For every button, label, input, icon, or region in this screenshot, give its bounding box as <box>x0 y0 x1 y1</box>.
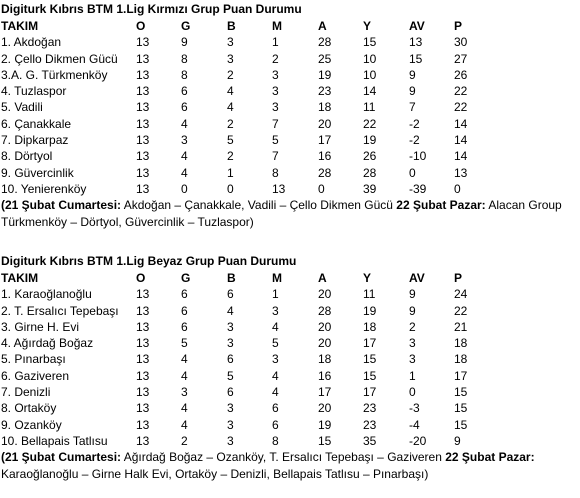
cell-lost: 6 <box>272 417 279 432</box>
cell-lost: 1 <box>272 287 279 302</box>
cell-lost: 6 <box>272 401 279 416</box>
cell-won: 4 <box>181 149 188 164</box>
cell-points: 15 <box>454 385 468 400</box>
cell-played: 13 <box>136 35 150 50</box>
cell-goal-difference: -10 <box>409 149 427 164</box>
cell-won: 4 <box>181 165 188 180</box>
cell-goals-for: 16 <box>318 368 332 383</box>
cell-drawn: 4 <box>227 84 234 99</box>
cell-won: 4 <box>181 401 188 416</box>
cell-goal-difference: 9 <box>409 303 416 318</box>
cell-drawn: 6 <box>227 352 234 367</box>
cell-team-name: 6. Gaziveren <box>1 368 70 383</box>
cell-points: 18 <box>454 352 468 367</box>
cell-goals-for: 28 <box>318 165 332 180</box>
table-row <box>0 116 580 132</box>
table-row <box>0 51 580 67</box>
cell-played: 13 <box>136 433 150 448</box>
header-team: TAKIM <box>1 271 39 285</box>
cell-goals-against: 35 <box>363 433 377 448</box>
cell-goal-difference: -3 <box>409 401 420 416</box>
cell-goal-difference: 15 <box>409 51 423 66</box>
cell-goal-difference: 0 <box>409 385 416 400</box>
cell-goals-against: 17 <box>363 385 377 400</box>
cell-goals-for: 19 <box>318 417 332 432</box>
note-fixtures-2: Karaoğlanoğlu – Girne Halk Evi, Ortaköy – Denizli, Bellapais Tatlısu – Pınarbaşı) <box>1 466 429 481</box>
cell-team-name: 6. Çanakkale <box>1 116 72 131</box>
cell-lost: 3 <box>272 352 279 367</box>
cell-goals-against: 17 <box>363 336 377 351</box>
table-row <box>0 335 580 351</box>
cell-drawn: 4 <box>227 303 234 318</box>
cell-goals-for: 20 <box>318 336 332 351</box>
header-goals-for: A <box>318 271 327 285</box>
cell-goal-difference: 1 <box>409 368 416 383</box>
cell-goals-for: 20 <box>318 319 332 334</box>
cell-played: 13 <box>136 417 150 432</box>
cell-goals-against: 10 <box>363 67 377 82</box>
cell-goals-for: 20 <box>318 287 332 302</box>
cell-goals-against: 19 <box>363 303 377 318</box>
cell-lost: 3 <box>272 303 279 318</box>
cell-points: 22 <box>454 303 468 318</box>
cell-played: 13 <box>136 165 150 180</box>
cell-lost: 3 <box>272 84 279 99</box>
cell-goal-difference: 3 <box>409 352 416 367</box>
header-won: G <box>181 271 191 285</box>
cell-won: 6 <box>181 287 188 302</box>
cell-goals-for: 16 <box>318 149 332 164</box>
cell-goals-for: 19 <box>318 67 332 82</box>
cell-goal-difference: 9 <box>409 84 416 99</box>
header-played: O <box>136 271 146 285</box>
table-row <box>0 303 580 319</box>
header-team: TAKIM <box>1 19 39 33</box>
cell-lost: 1 <box>272 35 279 50</box>
cell-played: 13 <box>136 84 150 99</box>
cell-team-name: 10. Yenierenköy <box>1 181 87 196</box>
cell-played: 13 <box>136 116 150 131</box>
header-goals-for: A <box>318 19 327 33</box>
cell-team-name: 4. Ağırdağ Boğaz <box>1 336 94 351</box>
cell-points: 15 <box>454 401 468 416</box>
cell-played: 13 <box>136 100 150 115</box>
cell-team-name: 5. Pınarbaşı <box>1 352 66 367</box>
white-group-header-row <box>0 270 580 286</box>
cell-goals-for: 15 <box>318 433 332 448</box>
cell-won: 6 <box>181 100 188 115</box>
table-row <box>0 384 580 400</box>
cell-played: 13 <box>136 385 150 400</box>
red-group-fixtures-note <box>0 197 576 230</box>
cell-won: 9 <box>181 35 188 50</box>
cell-drawn: 2 <box>227 67 234 82</box>
cell-played: 13 <box>136 149 150 164</box>
cell-drawn: 6 <box>227 287 234 302</box>
cell-goals-against: 22 <box>363 116 377 131</box>
cell-won: 3 <box>181 133 188 148</box>
cell-goal-difference: 9 <box>409 67 416 82</box>
table-row <box>0 34 580 50</box>
table-row <box>0 132 580 148</box>
table-row <box>0 417 580 433</box>
cell-played: 13 <box>136 181 150 196</box>
cell-goals-for: 18 <box>318 100 332 115</box>
cell-lost: 7 <box>272 116 279 131</box>
cell-lost: 7 <box>272 149 279 164</box>
cell-goals-for: 28 <box>318 303 332 318</box>
cell-goals-against: 15 <box>363 352 377 367</box>
cell-goals-against: 11 <box>363 100 376 115</box>
cell-goals-for: 17 <box>318 385 332 400</box>
cell-goals-against: 23 <box>363 401 377 416</box>
cell-points: 14 <box>454 149 468 164</box>
cell-goals-against: 28 <box>363 165 377 180</box>
cell-goal-difference: -4 <box>409 417 420 432</box>
cell-goal-difference: -2 <box>409 116 420 131</box>
cell-drawn: 5 <box>227 368 234 383</box>
cell-played: 13 <box>136 303 150 318</box>
cell-points: 21 <box>454 319 468 334</box>
table-row <box>0 99 580 115</box>
cell-goal-difference: -39 <box>409 181 427 196</box>
cell-team-name: 5. Vadili <box>1 100 43 115</box>
cell-team-name: 7. Dipkarpaz <box>1 133 69 148</box>
cell-points: 14 <box>454 116 468 131</box>
table-row <box>0 319 580 335</box>
header-goals-against: Y <box>363 271 372 285</box>
cell-lost: 2 <box>272 51 279 66</box>
cell-drawn: 0 <box>227 181 234 196</box>
cell-goals-against: 14 <box>363 84 377 99</box>
cell-won: 0 <box>181 181 188 196</box>
cell-points: 22 <box>454 84 468 99</box>
cell-goal-difference: 7 <box>409 100 416 115</box>
table-row <box>0 148 580 164</box>
cell-team-name: 2. Çello Dikmen Gücü <box>1 51 118 66</box>
cell-goals-for: 17 <box>318 133 332 148</box>
cell-drawn: 3 <box>227 417 234 432</box>
white-group-title: Digiturk Kıbrıs BTM 1.Lig Beyaz Grup Puan Durumu <box>1 254 297 268</box>
cell-drawn: 3 <box>227 336 234 351</box>
cell-points: 18 <box>454 336 468 351</box>
note-date-1: (21 Şubat Cumartesi: <box>1 198 122 213</box>
header-drawn: B <box>227 19 236 33</box>
cell-goals-against: 26 <box>363 149 377 164</box>
note-fixtures-1: Akdoğan – Çanakkale, Vadili – Çello Dikmen Gücü <box>121 198 397 213</box>
cell-goals-for: 20 <box>318 401 332 416</box>
cell-played: 13 <box>136 287 150 302</box>
cell-points: 15 <box>454 417 468 432</box>
cell-played: 13 <box>136 133 150 148</box>
header-lost: M <box>272 19 282 33</box>
cell-won: 6 <box>181 319 188 334</box>
cell-played: 13 <box>136 51 150 66</box>
cell-lost: 4 <box>272 319 279 334</box>
cell-drawn: 3 <box>227 35 234 50</box>
white-group-fixtures-note <box>0 449 576 482</box>
white-group-section <box>0 252 580 482</box>
red-group-title: Digiturk Kıbrıs BTM 1.Lig Kırmızı Grup Puan Durumu <box>1 2 302 16</box>
cell-points: 22 <box>454 100 468 115</box>
table-row <box>0 400 580 416</box>
cell-points: 27 <box>454 51 468 66</box>
cell-points: 0 <box>454 181 461 196</box>
cell-won: 8 <box>181 67 188 82</box>
cell-lost: 8 <box>272 165 279 180</box>
header-points: P <box>454 271 463 285</box>
cell-team-name: 4. Tuzlaspor <box>1 84 67 99</box>
cell-team-name: 9. Ozanköy <box>1 417 62 432</box>
header-played: O <box>136 19 146 33</box>
table-row <box>0 165 580 181</box>
cell-points: 26 <box>454 67 468 82</box>
cell-won: 5 <box>181 336 188 351</box>
red-group-header-row <box>0 18 580 34</box>
cell-drawn: 3 <box>227 319 234 334</box>
header-goal-difference: AV <box>409 19 425 33</box>
cell-won: 2 <box>181 433 188 448</box>
cell-won: 8 <box>181 51 188 66</box>
cell-team-name: 2. T. Ersalıcı Tepebaşı <box>1 303 119 318</box>
cell-played: 13 <box>136 319 150 334</box>
note-fixtures-1: Ağırdağ Boğaz – Ozanköy, T. Ersalıcı Tepebaşı – Gaziveren <box>121 450 446 465</box>
cell-played: 13 <box>136 67 150 82</box>
cell-drawn: 5 <box>227 133 234 148</box>
cell-goals-against: 18 <box>363 319 377 334</box>
cell-team-name: 1. Akdoğan <box>1 35 62 50</box>
cell-drawn: 3 <box>227 51 234 66</box>
cell-drawn: 4 <box>227 100 234 115</box>
white-group-table-body <box>0 286 580 449</box>
cell-goal-difference: 9 <box>409 287 416 302</box>
cell-team-name: 3. Girne H. Evi <box>1 319 80 334</box>
cell-team-name: 8. Ortaköy <box>1 401 57 416</box>
note-date-2: 22 Şubat Pazar: <box>445 450 535 465</box>
cell-lost: 3 <box>272 100 279 115</box>
cell-points: 17 <box>454 368 468 383</box>
cell-goal-difference: 0 <box>409 165 416 180</box>
note-fixtures-2: Alacan Group Türkmenköy – Dörtyol, Güvercinlik – Tuzlaspor) <box>1 198 562 229</box>
cell-goals-against: 15 <box>363 368 377 383</box>
cell-won: 4 <box>181 116 188 131</box>
cell-drawn: 6 <box>227 385 234 400</box>
cell-drawn: 1 <box>227 165 234 180</box>
cell-won: 6 <box>181 303 188 318</box>
cell-played: 13 <box>136 368 150 383</box>
note-date-2: 22 Şubat Pazar: <box>396 198 486 213</box>
cell-team-name: 9. Güvercinlik <box>1 165 74 180</box>
note-date-1: (21 Şubat Cumartesi: <box>1 450 122 465</box>
header-drawn: B <box>227 271 236 285</box>
cell-goals-for: 20 <box>318 116 332 131</box>
cell-goal-difference: -2 <box>409 133 420 148</box>
cell-lost: 5 <box>272 133 279 148</box>
cell-goals-for: 28 <box>318 35 332 50</box>
cell-played: 13 <box>136 401 150 416</box>
cell-goals-against: 19 <box>363 133 377 148</box>
cell-points: 30 <box>454 35 468 50</box>
cell-won: 4 <box>181 368 188 383</box>
cell-goals-for: 23 <box>318 84 332 99</box>
cell-goals-against: 23 <box>363 417 377 432</box>
cell-goal-difference: 3 <box>409 336 416 351</box>
cell-goals-against: 10 <box>363 51 377 66</box>
cell-goals-for: 0 <box>318 181 325 196</box>
table-row <box>0 286 580 302</box>
cell-goal-difference: 2 <box>409 319 416 334</box>
cell-lost: 5 <box>272 336 279 351</box>
cell-lost: 3 <box>272 67 279 82</box>
cell-goal-difference: -20 <box>409 433 427 448</box>
table-row <box>0 433 580 449</box>
header-goals-against: Y <box>363 19 372 33</box>
cell-won: 4 <box>181 417 188 432</box>
table-row <box>0 181 580 197</box>
header-lost: M <box>272 271 282 285</box>
cell-played: 13 <box>136 352 150 367</box>
cell-won: 6 <box>181 84 188 99</box>
cell-played: 13 <box>136 336 150 351</box>
cell-team-name: 10. Bellapais Tatlısu <box>1 433 108 448</box>
red-group-table-body <box>0 34 580 197</box>
header-points: P <box>454 19 463 33</box>
cell-points: 24 <box>454 287 468 302</box>
cell-goal-difference: 13 <box>409 35 423 50</box>
cell-team-name: 3.A. G. Türkmenköy <box>1 67 108 82</box>
table-row <box>0 83 580 99</box>
cell-lost: 4 <box>272 368 279 383</box>
cell-team-name: 1. Karaoğlanoğlu <box>1 287 92 302</box>
header-won: G <box>181 19 191 33</box>
cell-drawn: 2 <box>227 116 234 131</box>
cell-drawn: 3 <box>227 433 234 448</box>
cell-goals-for: 25 <box>318 51 332 66</box>
cell-points: 9 <box>454 433 461 448</box>
cell-team-name: 8. Dörtyol <box>1 149 53 164</box>
cell-won: 3 <box>181 385 188 400</box>
cell-team-name: 7. Denizli <box>1 385 51 400</box>
cell-points: 13 <box>454 165 468 180</box>
cell-goals-for: 18 <box>318 352 332 367</box>
header-goal-difference: AV <box>409 271 425 285</box>
table-row <box>0 368 580 384</box>
cell-drawn: 2 <box>227 149 234 164</box>
cell-lost: 4 <box>272 385 279 400</box>
cell-won: 4 <box>181 352 188 367</box>
red-group-section <box>0 0 580 230</box>
cell-goals-against: 15 <box>363 35 377 50</box>
cell-goals-against: 39 <box>363 181 377 196</box>
cell-points: 14 <box>454 133 468 148</box>
cell-goals-against: 11 <box>363 287 376 302</box>
cell-lost: 13 <box>272 181 286 196</box>
cell-lost: 8 <box>272 433 279 448</box>
cell-drawn: 3 <box>227 401 234 416</box>
table-row <box>0 351 580 367</box>
table-row <box>0 67 580 83</box>
